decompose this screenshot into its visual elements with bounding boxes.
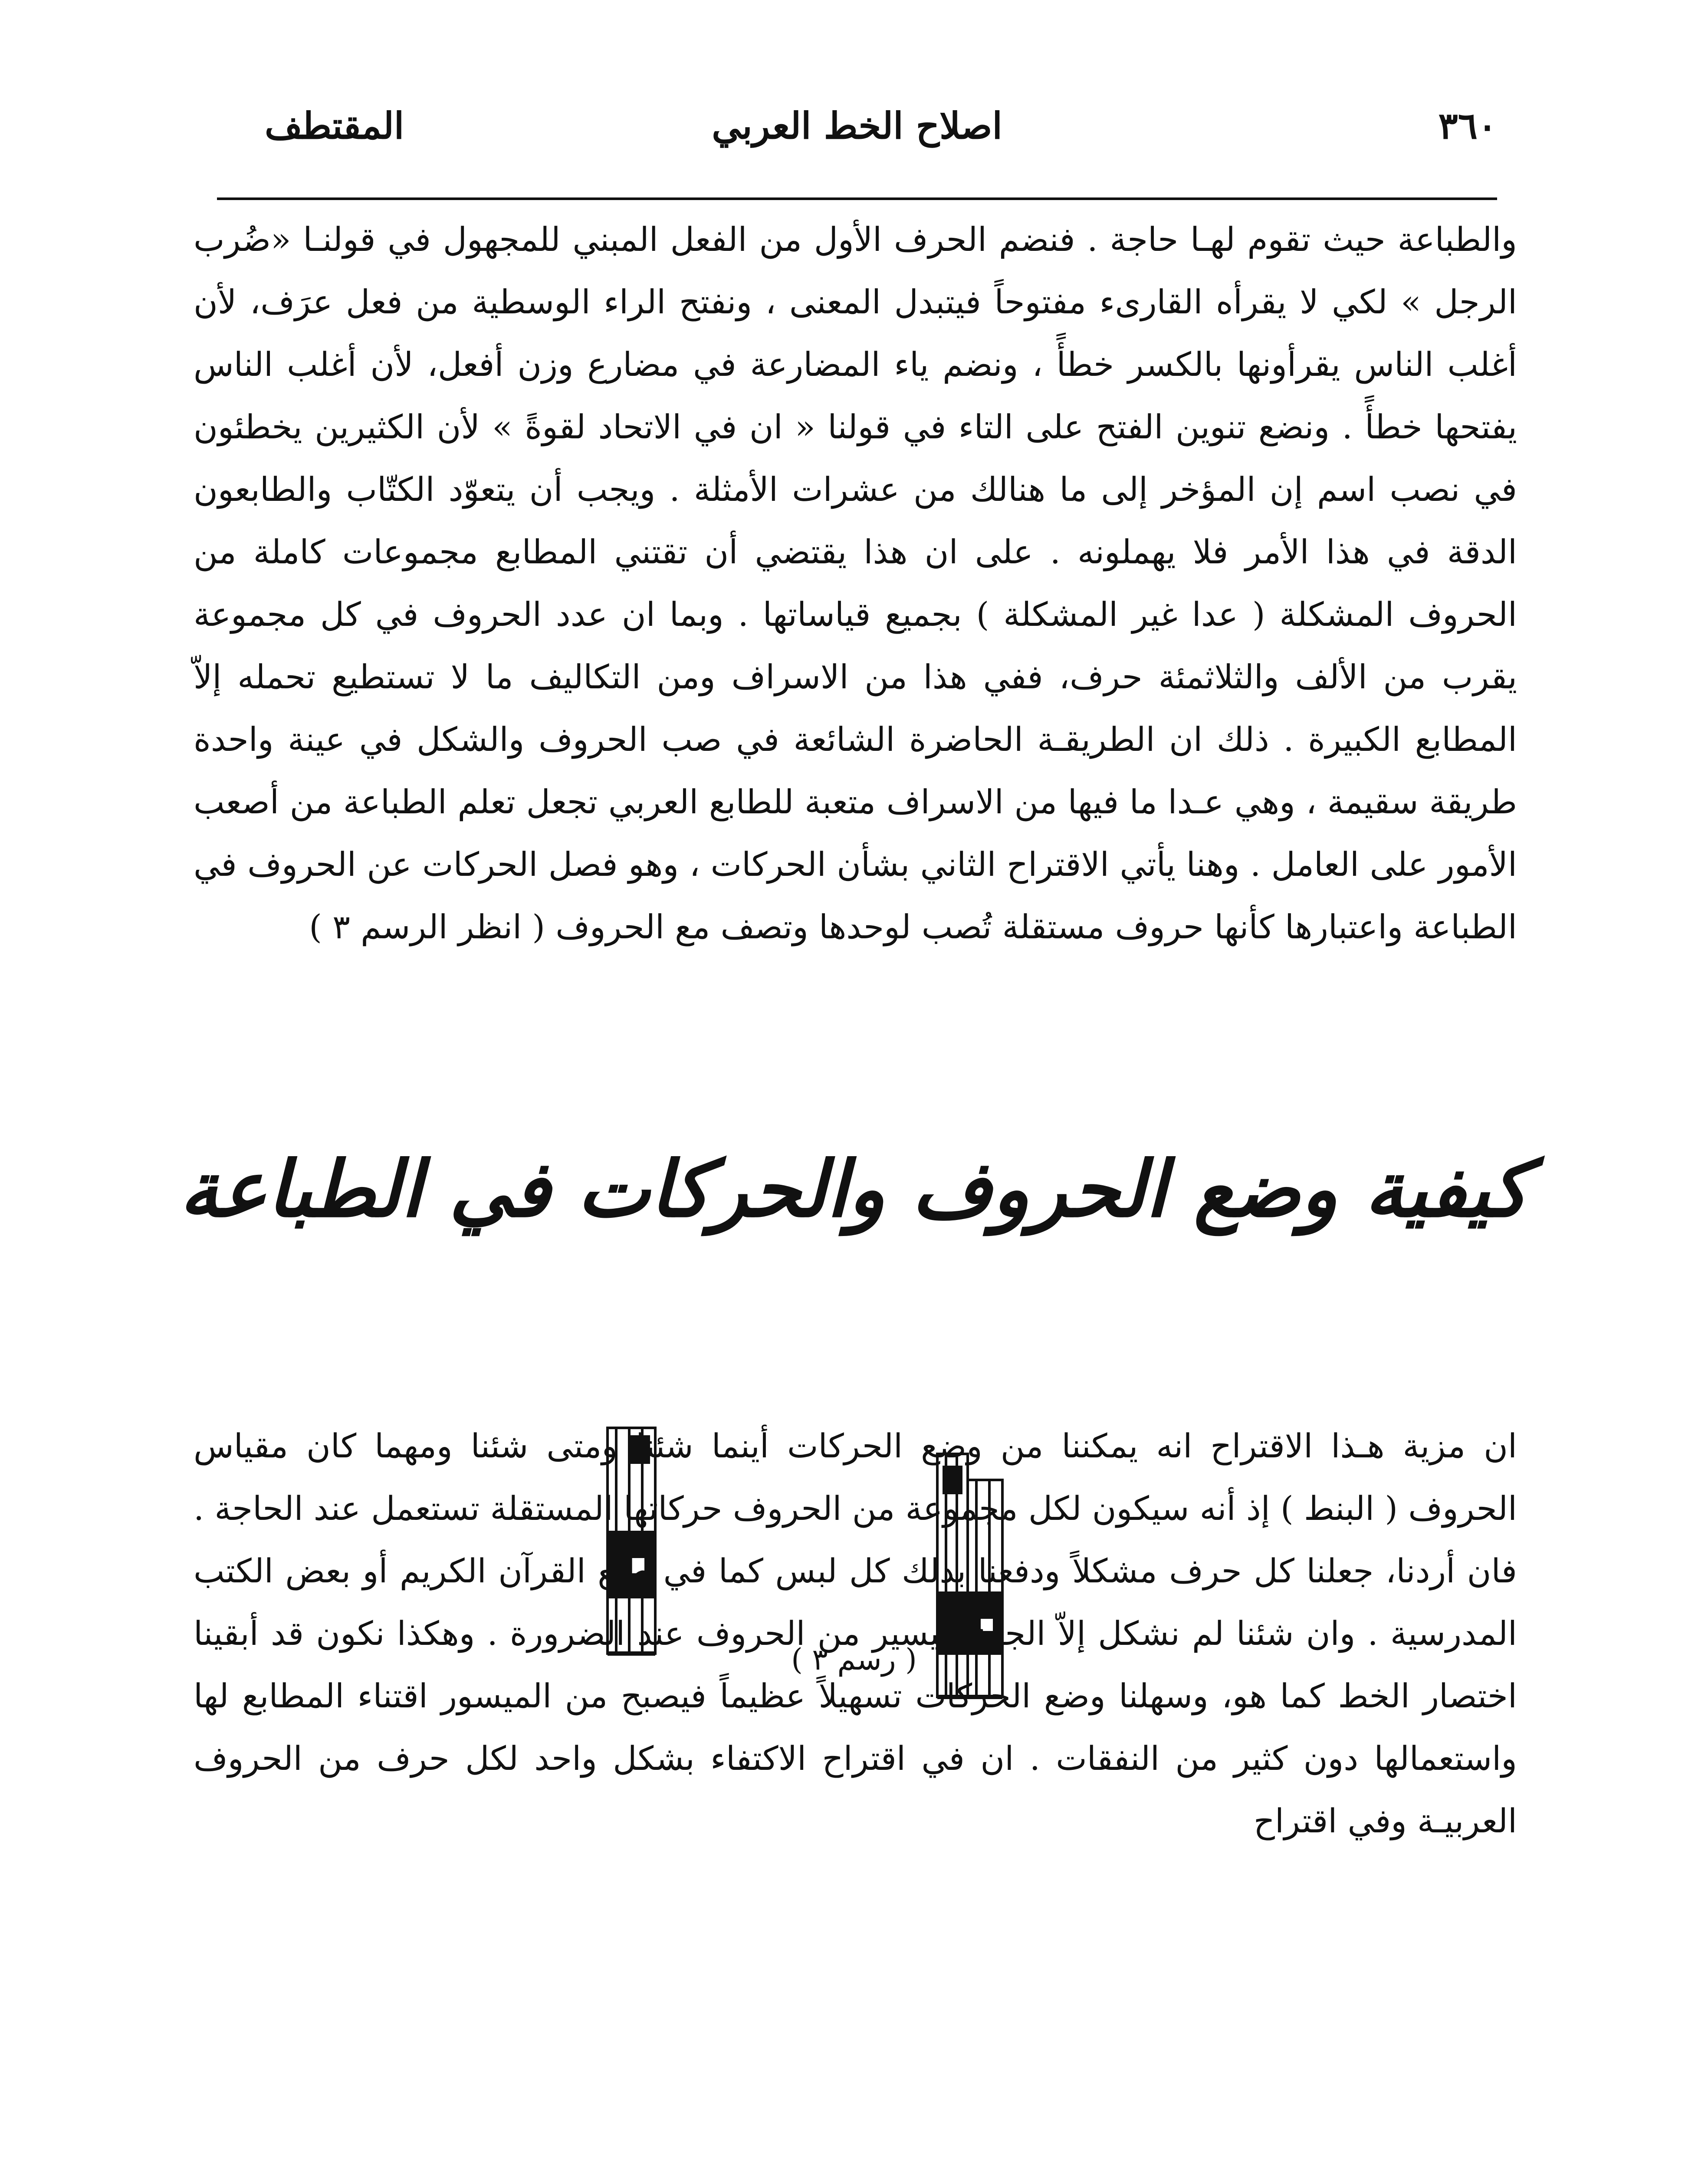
page-number: ٣٦٠ — [1438, 104, 1497, 147]
figure-heading: كيفية وضع الحروف والحركات في الطباعة — [179, 1144, 1529, 1234]
figure-caption: ( رسم ٣ ) — [791, 1643, 917, 1677]
header-rule — [217, 197, 1497, 200]
body-paragraph-2: ان مزية هـذا الاقتراح انه يمكننا من وضع الحركات أينما شئنا ومتى شئنا ومهما كان مقياس الحروف ( البنط ) إذ أنه سيكون لكل مجموعة من الحروف حركاتها المستقلة تستعمل عند الحاجة . فان أردنا، جعلنا كل حرف مشكلاً ودفعنا بذلك كل لبس كما في طبع القرآن الكريم أو بعض الكتب المدرسية . وان شئنا لم نشكل إلاّ الجزء اليسير من الحروف عند الضرورة . وهكذا نكون قد أبقينا اختصار الخط كما هو، وسهلنا وضع الحركات تسهيلاً عظيماً فيصبح من الميسور اقتناء المطابع لها واستعمالها دون كثير من النفقات . ان في اقتراح الاكتفاء بشكل واحد لكل حرف من الحروف العربيـة وفي اقتراح — [194, 1427, 1517, 1840]
body-paragraph-1: والطباعة حيث تقوم لهـا حاجة . فنضم الحرف الأول من الفعل المبني للمجهول في قولنـا «ضُرب الرجل » لكي لا يقرأه القارىء مفتوحاً فيتبدل المعنى ، ونفتح الراء الوسطية من فعل عرَف، لأن أغلب الناس يقرأونها بالكسر خطأً ، ونضم ياء المضارعة في مضارع وزن أفعل، لأن أغلب الناس يفتحها خطأً . ونضع تنوين الفتح على التاء في قولنا « ان في الاتحاد لقوةً » لأن الكثيرين يخطئون في نصب اسم إن المؤخر إلى ما هنالك من عشرات الأمثلة . ويجب أن يتعوّد الكتّاب والطابعون الدقة في هذا الأمر فلا يهملونه . على ان هذا يقتضي أن تقتني المطابع مجموعات كاملة من الحروف المشكلة ( عدا غير المشكلة ) بجميع قياساتها . وبما ان عدد الحروف في كل مجموعة يقرب من الألف والثلاثمئة حرف، ففي هذا من الاسراف ومن التكاليف ما لا تستطيع تحمله إلاّ المطابع الكبيرة . ذلك ان الطريقـة الحاضرة الشائعة في صب الحروف والشكل في عينة واحدة طريقة سقيمة ، وهي عـدا ما فيها من الاسراف متعبة للطابع العربي تجعل تعلم الطباعة من أصعب الأمور على العامل . وهنا يأتي الاقتراح الثاني بشأن الحركات ، وهو فصل الحركات عن الحروف في الطباعة واعتبارها كأنها حروف مستقلة تُصب لوحدها وتصف مع الحروف ( انظر الرسم ٣ ) — [194, 220, 1517, 946]
page-header — [217, 104, 1497, 169]
running-title: اصلاح الخط العربي — [712, 104, 1002, 147]
journal-name: المقتطف — [265, 104, 404, 147]
